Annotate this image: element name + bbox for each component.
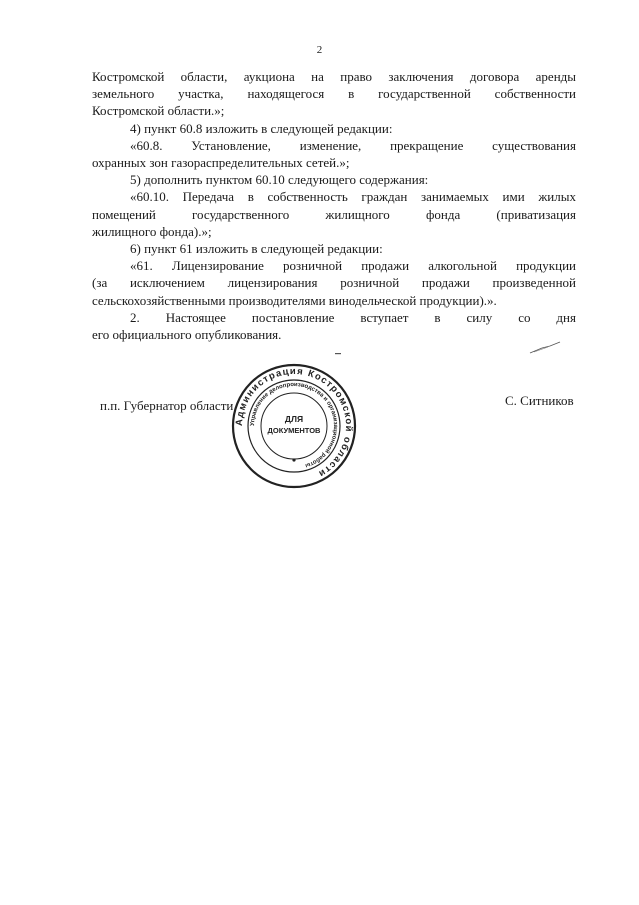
text-line: Костромской области, аукциона на право заключения договора аренды <box>92 69 576 84</box>
text-line: «61. Лицензирование розничной продажи алкогольной продукции <box>130 258 576 274</box>
stamp-inner-ring <box>261 393 327 459</box>
page-number: 2 <box>316 44 323 56</box>
text-line: «60.10. Передача в собственность граждан занимаемых ими жилых <box>130 189 576 205</box>
text-line: «60.8. Установление, изменение, прекращение существования <box>130 137 576 153</box>
text-line: 2. Настоящее постановление вступает в силу со дня <box>130 309 576 325</box>
text-line: Костромской области.»; <box>92 103 225 119</box>
stamp-center-line2: ДОКУМЕНТОВ <box>267 426 321 435</box>
text-line: (за исключением лицензирования розничной продажи произведенной <box>92 275 576 291</box>
signer-title: п.п. Губернатор области <box>100 398 234 413</box>
text-line: сельскохозяйственными производителями винодельческой продукции).». <box>92 292 497 308</box>
official-stamp <box>230 362 358 490</box>
stamp-outer-ring <box>233 365 355 487</box>
stamp-center-line1: ДЛЯ <box>284 414 304 424</box>
text-line: охранных зон газораспределительных сетей.»; <box>92 155 350 171</box>
stamp-inner-text: Управление делопроизводства и организационной работы <box>249 381 339 469</box>
stamp-middle-ring <box>248 380 340 472</box>
text-line: 5) дополнить пунктом 60.10 следующего содержания: <box>130 172 429 188</box>
signer-name: С. Ситников <box>505 393 574 408</box>
text-line: 4) пункт 60.8 изложить в следующей редакции: <box>130 120 393 136</box>
small-dash-mark <box>335 352 343 355</box>
document-body <box>92 68 576 343</box>
stamp-dot <box>292 458 295 461</box>
stamp-outer-text: Администрация Костромской области <box>233 365 355 480</box>
text-line: жилищного фонда).»; <box>92 223 212 239</box>
text-line: помещений государственного жилищного фонда (приватизация <box>92 206 576 222</box>
text-line: его официального опубликования. <box>92 327 282 343</box>
text-line: земельного участка, находящегося в государственной собственности <box>92 86 576 102</box>
text-line: 6) пункт 61 изложить в следующей редакции: <box>130 241 383 257</box>
